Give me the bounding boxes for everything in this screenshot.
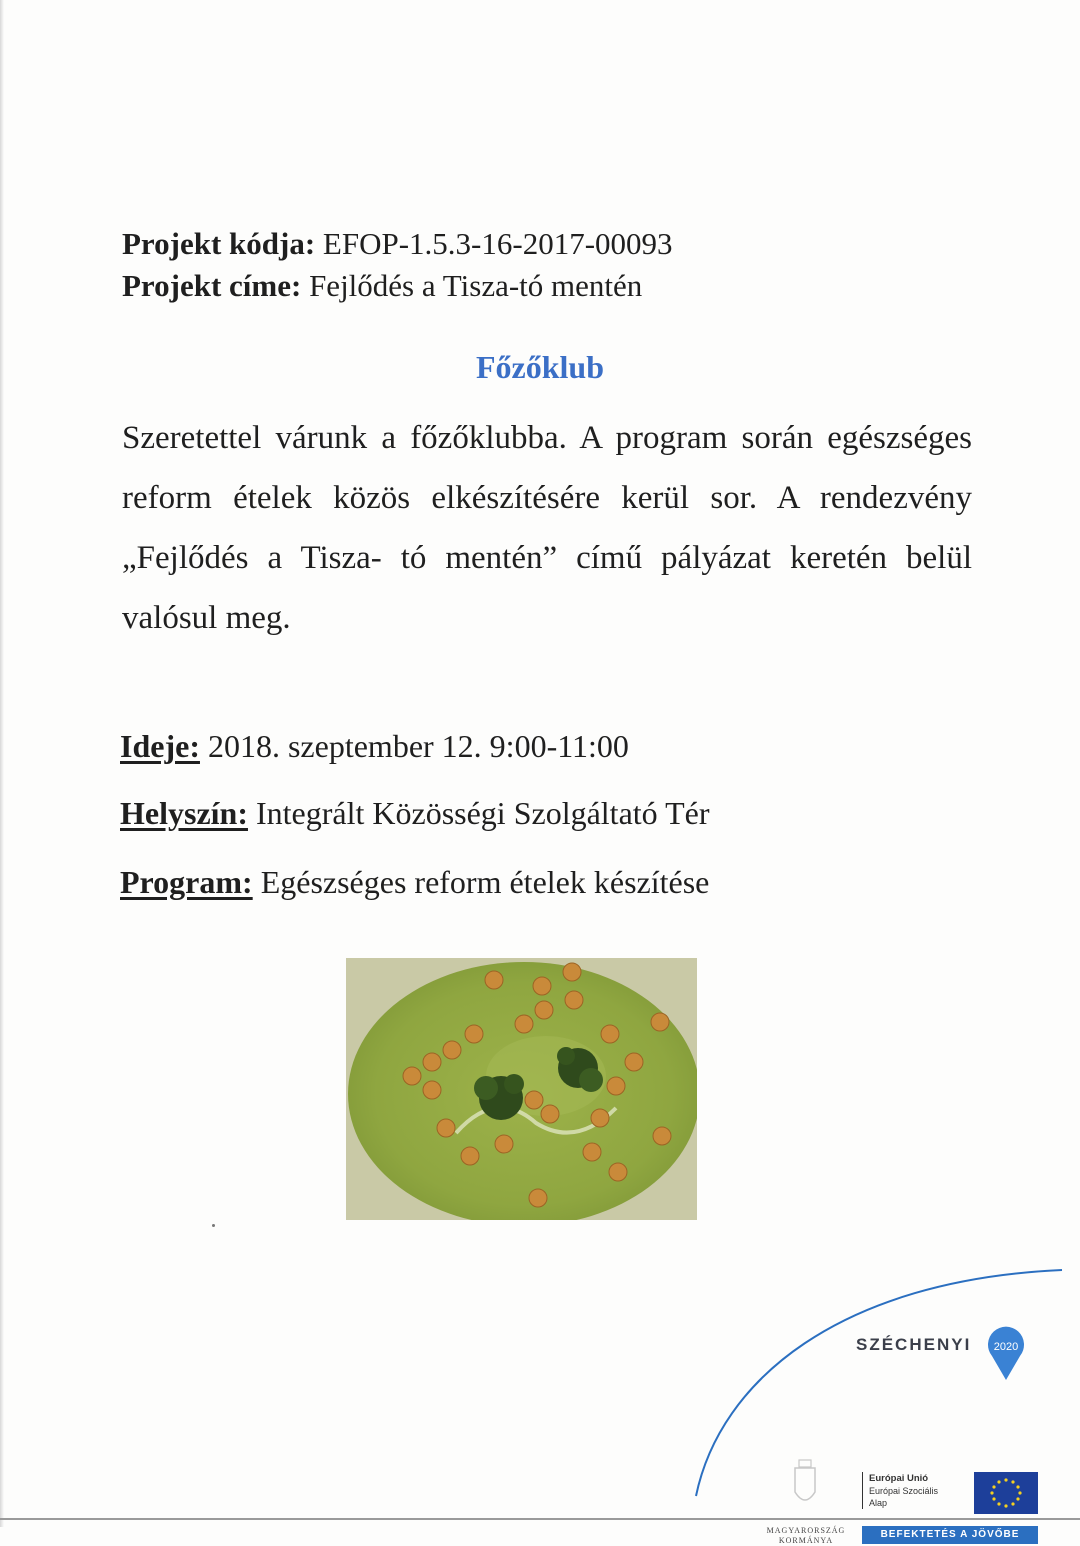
soup-image <box>346 958 697 1220</box>
time-line <box>120 728 629 765</box>
time-label: Ideje: <box>120 728 200 764</box>
eu-title: Európai Unió <box>869 1473 929 1484</box>
project-code-label: Projekt kódja: <box>122 226 316 261</box>
program-value: Egészséges reform ételek készítése <box>260 864 710 900</box>
time-value: 2018. szeptember 12. 9:00-11:00 <box>207 728 629 764</box>
project-code-value: EFOP-1.5.3-16-2017-00093 <box>322 226 673 261</box>
eu-fund-line2: Alap <box>869 1498 888 1508</box>
szechenyi-year: 2020 <box>993 1341 1019 1353</box>
scan-edge <box>0 0 4 1527</box>
government-label <box>758 1526 854 1546</box>
government-line2: KORMÁNYA <box>778 1536 834 1545</box>
event-description: Szeretettel várunk a főzőklubba. A program során egészséges reform ételek közös elkészítésére kerül sor. A rendezvény „Fejlődés a Tisza- tó mentén” című pályázat keretén belül valósul meg. <box>122 420 972 636</box>
soup-photo <box>346 958 697 1220</box>
place-line <box>120 795 709 832</box>
szechenyi-pin-icon <box>986 1326 1026 1382</box>
program-line <box>120 864 709 901</box>
szechenyi-label: SZÉCHENYI <box>856 1335 972 1354</box>
project-title-value: Fejlődés a Tisza-tó mentén <box>309 268 643 303</box>
project-code-line <box>122 224 673 264</box>
funding-logos <box>690 1260 1080 1545</box>
place-label: Helyszín: <box>120 795 248 831</box>
eu-flag-icon <box>974 1472 1038 1514</box>
bottom-border <box>0 1518 1080 1520</box>
coat-of-arms-icon <box>790 1458 820 1514</box>
event-title: Főzőklub <box>475 349 605 385</box>
project-title-label: Projekt címe: <box>122 268 302 303</box>
slogan-banner: BEFEKTETÉS A JÖVŐBE <box>862 1526 1038 1544</box>
eu-text-block <box>862 1472 938 1509</box>
program-label: Program: <box>120 864 253 900</box>
government-line1: MAGYARORSZÁG <box>766 1526 846 1535</box>
project-title-line <box>122 266 642 306</box>
place-value: Integrált Közösségi Szolgáltató Tér <box>255 795 710 831</box>
speck <box>212 1224 215 1227</box>
eu-stars-icon <box>974 1472 1038 1514</box>
eu-fund-line1: Európai Szociális <box>869 1486 939 1496</box>
